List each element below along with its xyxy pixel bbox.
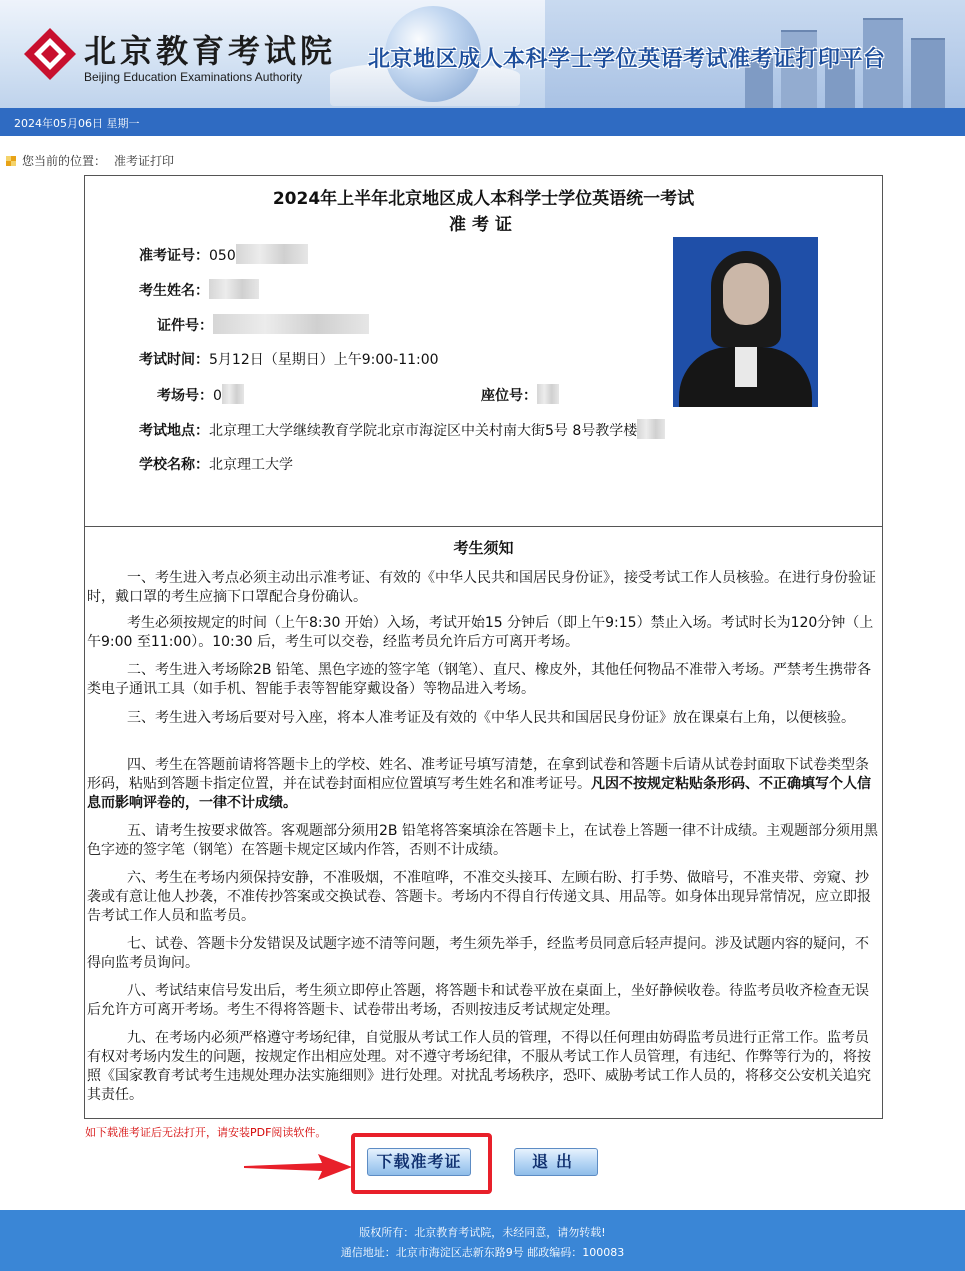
notice-item: 九、在考场内必须严格遵守考场纪律，自觉服从考试工作人员的管理，不得以任何理由妨碍监考员进行正常工作。监考员有权对考场内发生的问题，按规定作出相应处理。对不遵守考场纪律，不服从考试工作人员管理，有违纪、作弊等行为的，将按照《国家教育考试考生违规处理办法实施细则》进行处理。对扰乱考场秩序，恐吓、威胁考试工作人员的，将移交公安机关追究其责任。 bbox=[87, 1030, 871, 1103]
redaction-mask bbox=[213, 314, 369, 334]
field-school-name bbox=[139, 454, 293, 474]
field-value: 5月12日（星期日）上午9:00-11:00 bbox=[209, 352, 439, 368]
notice-item: 考生必须按规定的时间（上午8:30 开始）入场，考试开始15 分钟后（即上午9:15）禁止入场。考试时长为120分钟（上午9:00 至11:00）。10:30 后，考生可以交卷，经监考员允许后方可离开考场。 bbox=[87, 615, 874, 650]
admission-ticket bbox=[84, 175, 883, 1119]
field-seat-number bbox=[481, 384, 559, 405]
notice-item-bold: 凡因不按规定粘贴条形码、不正确填写个人信息而影响评卷的，一律不计成绩。 bbox=[87, 776, 871, 811]
red-arrow-icon bbox=[244, 1152, 354, 1182]
pdf-reader-tip: 如下载准考证后无法打开，请安装PDF阅读软件。 bbox=[85, 1126, 327, 1139]
location-icon bbox=[6, 156, 16, 166]
field-value: 050 bbox=[209, 248, 236, 264]
field-label: 准考证号： bbox=[139, 248, 209, 264]
candidate-photo bbox=[673, 237, 818, 407]
notice-item: 八、考试结束信号发出后，考生须立即停止答题，将答题卡和试卷平放在桌面上，坐好静候收卷。待监考员收齐检查无误后允许方可离开考场。考生不得将答题卡、试卷带出考场，否则按违反考试规定处理。 bbox=[87, 983, 869, 1018]
notice-item-text: 四、考生在答题前请将答题卡上的学校、姓名、准考证号填写清楚，在拿到试卷和答题卡后请从试卷封面取下试卷类型条形码，粘贴到答题卡指定位置，并在试卷封面相应位置填写考生姓名和准考证号。 bbox=[87, 757, 869, 792]
platform-title: 北京地区成人本科学士学位英语考试准考证打印平台 bbox=[368, 47, 886, 72]
field-id-number bbox=[157, 314, 369, 335]
current-date: 2024年05月06日 星期一 bbox=[14, 117, 140, 130]
notice-title: 考生须知 bbox=[453, 539, 514, 557]
field-label: 考生姓名： bbox=[139, 283, 209, 299]
footer-copyright: 版权所有：北京教育考试院，未经同意，请勿转载! bbox=[359, 1226, 606, 1239]
field-value: 0 bbox=[213, 388, 222, 404]
exit-button[interactable]: 退出 bbox=[514, 1148, 598, 1176]
field-name bbox=[139, 279, 259, 300]
notice-item bbox=[87, 756, 880, 813]
field-exam-number bbox=[139, 244, 308, 265]
bjeea-logo-icon bbox=[22, 26, 78, 82]
notice-item: 一、考生进入考点必须主动出示准考证、有效的《中华人民共和国居民身份证》，接受考试工作人员核验。在进行身份验证时，戴口罩的考生应摘下口罩配合身份确认。 bbox=[87, 570, 876, 605]
field-exam-time bbox=[139, 349, 439, 369]
field-label: 学校名称： bbox=[139, 457, 209, 473]
field-exam-location bbox=[139, 419, 665, 440]
ticket-title: 2024年上半年北京地区成人本科学士学位英语统一考试 bbox=[272, 189, 695, 209]
field-value: 北京理工大学继续教育学院北京市海淀区中关村南大街5号 8号教学楼 bbox=[209, 423, 638, 439]
redaction-mask bbox=[637, 419, 665, 439]
breadcrumb-label: 您当前的位置： bbox=[22, 154, 107, 168]
field-label: 考场号： bbox=[157, 388, 213, 404]
breadcrumb-current: 准考证打印 bbox=[114, 154, 175, 168]
logo-chinese-name: 北京教育考试院 bbox=[84, 32, 337, 70]
logo-english-name: Beijing Education Examinations Authority bbox=[84, 70, 303, 84]
notice-item: 二、考生进入考场除2B 铅笔、黑色字迹的签字笔（钢笔）、直尺、橡皮外，其他任何物品不准带入考场。严禁考生携带各类电子通讯工具（如手机、智能手表等智能穿戴设备）等物品进入考场。 bbox=[87, 662, 871, 697]
redaction-mask bbox=[537, 384, 559, 404]
notice-item: 七、试卷、答题卡分发错误及试题字迹不清等问题，考生须先举手，经监考员同意后轻声提问。涉及试题内容的疑问，不得向监考员询问。 bbox=[87, 936, 869, 971]
breadcrumb bbox=[6, 152, 174, 170]
banner-building bbox=[911, 38, 945, 108]
field-label: 座位号： bbox=[481, 388, 537, 404]
field-value: 北京理工大学 bbox=[209, 457, 293, 473]
redaction-mask bbox=[209, 279, 259, 299]
ticket-subtitle: 准考证 bbox=[449, 215, 518, 235]
download-ticket-button[interactable]: 下载准考证 bbox=[367, 1148, 471, 1176]
redaction-mask bbox=[222, 384, 244, 404]
field-label: 证件号： bbox=[157, 318, 213, 334]
footer-address: 通信地址：北京市海淀区志新东路9号 邮政编码：100083 bbox=[340, 1246, 625, 1259]
notice-item: 五、请考生按要求做答。客观题部分须用2B 铅笔将答案填涂在答题卡上，在试卷上答题一律不计成绩。主观题部分须用黑色字迹的签字笔（钢笔）在答题卡规定区域内作答，否则不计成绩。 bbox=[87, 823, 878, 858]
notice-item: 三、考生进入考场后要对号入座，将本人准考证及有效的《中华人民共和国居民身份证》放在课桌右上角，以便核验。 bbox=[127, 710, 855, 726]
header-banner bbox=[0, 0, 965, 108]
field-room-number bbox=[157, 384, 244, 405]
field-label: 考试地点： bbox=[139, 423, 209, 439]
date-bar bbox=[0, 108, 965, 136]
notice-item: 六、考生在考场内须保持安静，不准吸烟，不准喧哗，不准交头接耳、左顾右盼、打手势、做暗号，不准夹带、旁窥、抄袭或有意让他人抄袭，不准传抄答案或交换试卷、答题卡。考场内不得自行传递文具、用品等。如身体出现异常情况，应立即报告考试工作人员和监考员。 bbox=[87, 870, 871, 924]
section-divider bbox=[85, 526, 882, 527]
field-label: 考试时间： bbox=[139, 352, 209, 368]
redaction-mask bbox=[236, 244, 308, 264]
footer bbox=[0, 1210, 965, 1271]
